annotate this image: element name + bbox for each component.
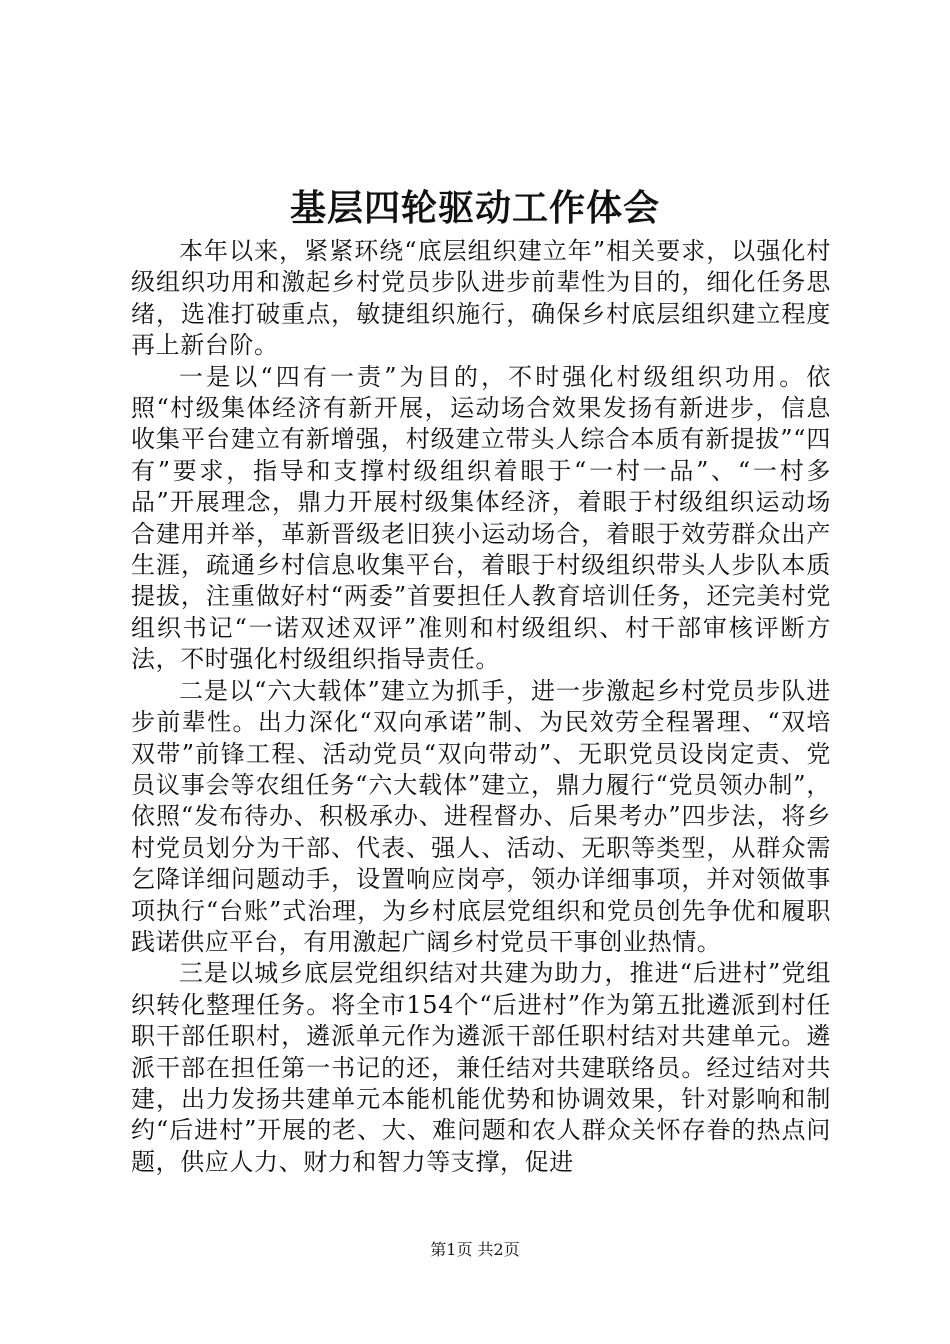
paragraph-intro: 本年以来，紧紧环绕“底层组织建立年”相关要求，以强化村级组织功用和激起乡村党员步队进步前辈性为目的，细化任务思绪，选准打破重点，敏捷组织施行，确保乡村底层组织建立程度再上新台阶。 [131, 237, 831, 360]
paragraph-point-three: 三是以城乡底层党组织结对共建为助力，推进“后进村”党组织转化整理任务。将全市154个“后进村”作为第五批遴派到村任职干部任职村，遴派单元作为遴派干部任职村结对共建单元。遴派干部在担任第一书记的还，兼任结对共建联络员。经过结对共建，出力发扬共建单元本能机能优势和协调效果，针对影响和制约“后进村”开展的老、大、难问题和农人群众关怀存眷的热点问题，供应人力、财力和智力等支撑，促进 [131, 959, 831, 1176]
document-title: 基层四轮驱动工作体会 [289, 187, 660, 229]
document-body [131, 236, 831, 1178]
page-footer: 第1页 共2页 [430, 1240, 520, 1259]
paragraph-point-one: 一是以“四有一责”为目的，不时强化村级组织功用。依照“村级集体经济有新开展，运动场合效果发扬有新进步，信息收集平台建立有新增强，村级建立带头人综合本质有新提拔”“四有”要求，指导和支撑村级组织着眼于“一村一品”、“一村多品”开展理念，鼎力开展村级集体经济，着眼于村级组织运动场合建用并举，革新晋级老旧狭小运动场合，着眼于效劳群众出产生涯，疏通乡村信息收集平台，着眼于村级组织带头人步队本质提拔，注重做好村“两委”首要担任人教育培训任务，还完美村党组织书记“一诺双述双评”准则和村级组织、村干部审核评断方法，不时强化村级组织指导责任。 [131, 362, 831, 674]
paragraph-point-two: 二是以“六大载体”建立为抓手，进一步激起乡村党员步队进步前辈性。出力深化“双向承诺”制、为民效劳全程署理、“双培双带”前锋工程、活动党员“双向带动”、无职党员设岗定责、党员议事会等农组任务“六大载体”建立，鼎力履行“党员领办制”，依照“发布待办、积极承办、进程督办、后果考办”四步法，将乡村党员划分为干部、代表、强人、活动、无职等类型，从群众需乞降详细问题动手，设置响应岗亭，领办详细事项，并对领做事项执行“台账”式治理，为乡村底层党组织和党员创先争优和履职践诺供应平台，有用激起广阔乡村党员干事创业热情。 [131, 676, 831, 956]
